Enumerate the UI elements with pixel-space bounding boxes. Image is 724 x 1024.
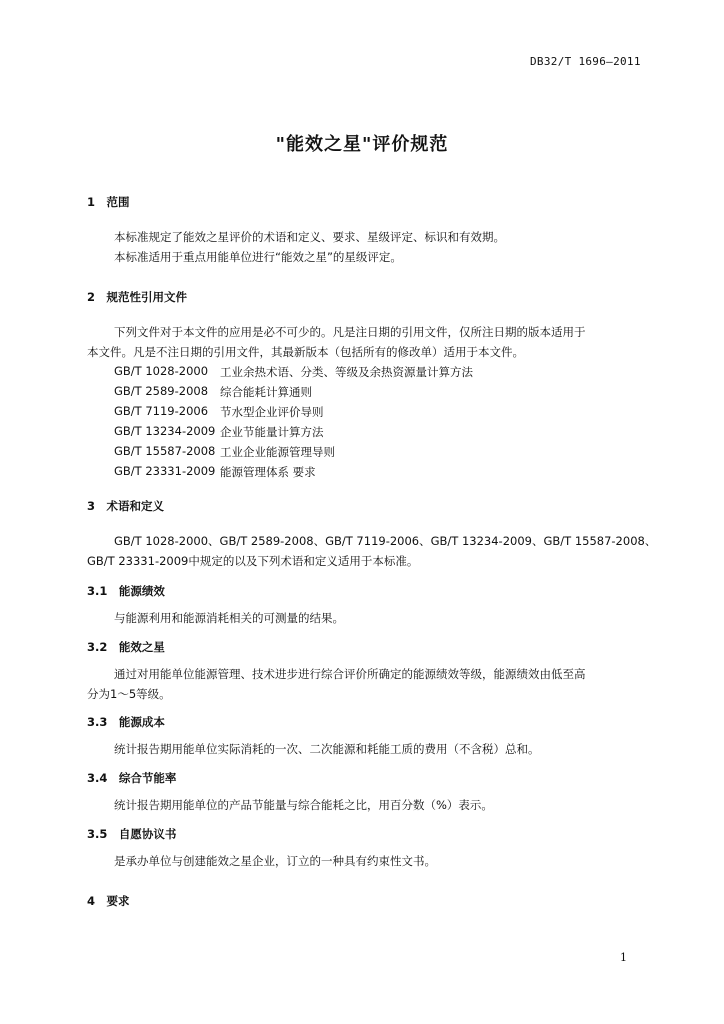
- term-3-1-heading: 3.1 能源绩效: [87, 584, 165, 598]
- reference-name: 企业节能量计算方法: [220, 425, 324, 439]
- section-4-heading: 4 要求: [87, 894, 130, 908]
- reference-code: GB/T 7119-2006: [114, 404, 209, 418]
- term-3-2-heading: 3.2 能效之星: [87, 640, 165, 654]
- term-3-4-definition: 统计报告期用能单位的产品节能量与综合能耗之比，用百分数（%）表示。: [114, 798, 493, 812]
- reference-code: GB/T 23331-2009: [114, 464, 216, 478]
- reference-code: GB/T 13234-2009: [114, 424, 216, 438]
- section-3-heading: 3 术语和定义: [87, 499, 165, 513]
- section-3-intro-line-1: GB/T 1028-2000、GB/T 2589-2008、GB/T 7119-2006、GB/T 13234-2009、GB/T 15587-2008、: [114, 534, 657, 548]
- section-1-heading: 1 范围: [87, 195, 130, 209]
- reference-code: GB/T 2589-2008: [114, 384, 209, 398]
- term-3-3-heading: 3.3 能源成本: [87, 715, 165, 729]
- term-3-2-definition-line-1: 通过对用能单位能源管理、技术进步进行综合评价所确定的能源绩效等级，能源绩效由低至高: [114, 667, 586, 681]
- standard-number: DB32/T 1696—2011: [530, 55, 641, 68]
- section-2-intro-line-2: 本文件。凡是不注日期的引用文件，其最新版本（包括所有的修改单）适用于本文件。: [87, 345, 524, 359]
- term-3-3-definition: 统计报告期用能单位实际消耗的一次、二次能源和耗能工质的费用（不含税）总和。: [114, 742, 540, 756]
- term-3-4-heading: 3.4 综合节能率: [87, 771, 177, 785]
- reference-name: 节水型企业评价导则: [220, 405, 324, 419]
- reference-code: GB/T 15587-2008: [114, 444, 216, 458]
- term-3-1-definition: 与能源利用和能源消耗相关的可测量的结果。: [114, 611, 344, 625]
- section-2-intro-line-1: 下列文件对于本文件的应用是必不可少的。凡是注日期的引用文件，仅所注日期的版本适用于: [114, 325, 586, 339]
- term-3-2-definition-line-2: 分为1～5等级。: [87, 687, 171, 701]
- document-title: "能效之星"评价规范: [275, 134, 449, 155]
- section-3-intro-line-2: GB/T 23331-2009中规定的以及下列术语和定义适用于本标准。: [87, 554, 419, 568]
- reference-name: 综合能耗计算通则: [220, 385, 312, 399]
- term-3-5-heading: 3.5 自愿协议书: [87, 827, 177, 841]
- section-1-paragraph-1: 本标准规定了能效之星评价的术语和定义、要求、星级评定、标识和有效期。: [114, 230, 505, 244]
- reference-code: GB/T 1028-2000: [114, 364, 209, 378]
- page-number: 1: [620, 951, 627, 964]
- section-1-paragraph-2: 本标准适用于重点用能单位进行“能效之星”的星级评定。: [114, 250, 402, 264]
- section-2-heading: 2 规范性引用文件: [87, 290, 188, 304]
- reference-name: 工业企业能源管理导则: [220, 445, 335, 459]
- reference-name: 能源管理体系 要求: [220, 465, 316, 479]
- term-3-5-definition: 是承办单位与创建能效之星企业，订立的一种具有约束性文书。: [114, 854, 436, 868]
- reference-name: 工业余热术语、分类、等级及余热资源量计算方法: [220, 365, 473, 379]
